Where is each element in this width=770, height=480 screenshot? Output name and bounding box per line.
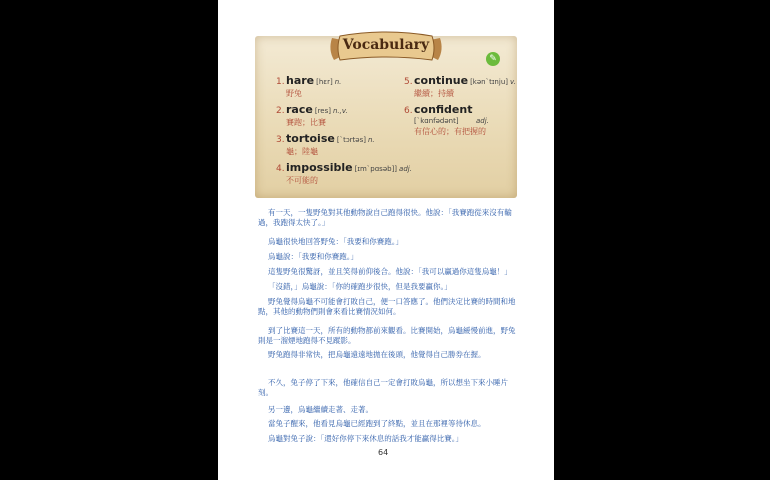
vocab-pronunciation: [hɛr] — [316, 78, 333, 86]
story-paragraph: 烏龜說：「我要和你賽跑。」 — [268, 252, 358, 261]
story-paragraph: 有一天，一隻野兔對其他動物說自己跑得很快。他說：「我賽跑從來沒有輸過，我跑得太快了。」 — [258, 208, 512, 227]
vocab-part-of-speech: n. — [334, 78, 342, 86]
page-number: 64 — [378, 448, 389, 457]
story-paragraph: 烏龜對兔子說：「還好你停下來休息的話我才能贏得比賽。」 — [268, 434, 463, 443]
story-paragraph: 另一邊，烏龜繼續走著、走著。 — [268, 405, 373, 414]
vocab-number: 1. — [276, 77, 285, 87]
vocab-part-of-speech: adj. — [476, 117, 489, 125]
vocab-word: continue — [414, 74, 469, 87]
vocab-item — [404, 103, 534, 137]
vocab-item — [276, 132, 406, 157]
story-paragraph: 野兔覺得烏龜不可能會打敗自己，便一口答應了。他們決定比賽的時間和地點，其他的動物們則會來看比賽情況如何。 — [258, 297, 516, 316]
vocab-part-of-speech: adj. — [399, 165, 412, 173]
vocab-word: tortoise — [286, 132, 335, 145]
vocab-pronunciation: [ˋtɔrtəs] — [336, 136, 366, 144]
vocab-number: 4. — [276, 164, 285, 174]
vocab-item — [276, 74, 406, 99]
vocab-number: 3. — [276, 135, 285, 145]
story-paragraph: 不久，兔子停了下來，他確信自己一定會打敗烏龜，所以想坐下來小睡片刻。 — [258, 378, 508, 397]
vocab-part-of-speech: v. — [510, 78, 516, 86]
vocab-pronunciation: [ˋkɑnfədənt] — [414, 117, 459, 125]
vocab-number: 6. — [404, 106, 413, 116]
vocab-meaning: 龜；陸龜 — [286, 147, 318, 156]
vocab-item — [404, 74, 534, 99]
book-page — [218, 0, 554, 480]
vocabulary-title: Vocabulary — [342, 37, 430, 53]
vocab-part-of-speech: n.,v. — [332, 107, 348, 115]
story-paragraph: 當兔子醒來，他看見烏龜已經跑到了終點，並且在那裡等待休息。 — [268, 419, 486, 428]
vocab-meaning: 不可能的 — [286, 176, 318, 185]
vocab-word: hare — [286, 74, 315, 87]
story-paragraph: 到了比賽這一天，所有的動物都前來觀看。比賽開始，烏龜緩慢前進，野兔則是一溜煙地跑得不見蹤影。 — [258, 326, 516, 345]
story-paragraph: 這隻野兔很驚訝，並且笑得前仰後合。他說：「我可以贏過你這隻烏龜！」 — [268, 267, 512, 276]
pencil-icon: ✎ — [486, 52, 500, 66]
vocabulary-banner — [326, 30, 446, 68]
story-paragraph: 野兔跑得非常快，把烏龜遠遠地拋在後頭，他覺得自己勝券在握。 — [268, 350, 486, 359]
vocab-word: impossible — [286, 161, 353, 174]
vocab-meaning: 賽跑；比賽 — [286, 118, 326, 127]
vocab-meaning: 野兔 — [286, 89, 302, 98]
vocab-meaning: 有信心的；有把握的 — [414, 127, 486, 136]
vocab-item — [276, 161, 426, 186]
vocab-part-of-speech: n. — [367, 136, 375, 144]
vocab-pronunciation: [ɪmˋpɑsəb]] — [354, 165, 398, 173]
vocab-meaning: 繼續；持續 — [414, 89, 454, 98]
vocab-pronunciation: [res] — [314, 107, 331, 115]
vocab-number: 5. — [404, 77, 413, 87]
vocab-item — [276, 103, 406, 128]
vocab-number: 2. — [276, 106, 285, 116]
story-paragraph: 烏龜很快地回答野兔：「我要和你賽跑。」 — [268, 237, 403, 246]
vocab-word: confident — [414, 103, 473, 116]
vocab-word: race — [286, 103, 313, 116]
story-paragraph: 「沒錯，」烏龜說：「你的確跑步很快，但是我要贏你。」 — [268, 282, 452, 291]
vocab-pronunciation: [kənˋtɪnju] — [470, 78, 508, 86]
